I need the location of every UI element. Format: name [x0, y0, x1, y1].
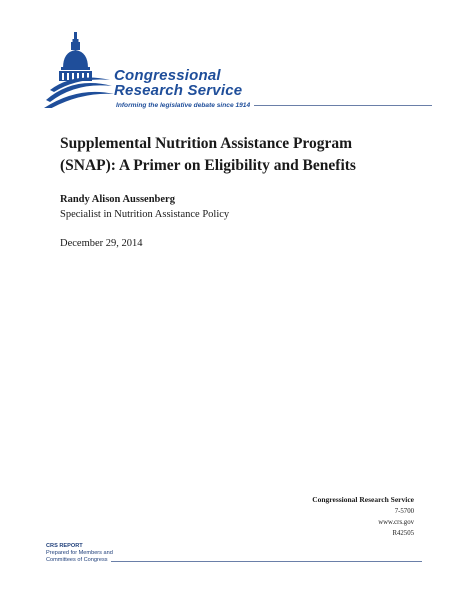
tagline: Informing the legislative debate since 1914: [116, 101, 251, 109]
author-title: Specialist in Nutrition Assistance Policy: [60, 209, 230, 220]
footer-rule: [111, 561, 422, 562]
title-line2: (SNAP): A Primer on Eligibility and Benefits: [60, 157, 356, 174]
footer-line1: Prepared for Members and: [46, 550, 113, 556]
tagline-row: [116, 99, 432, 111]
tagline-rule: [254, 105, 432, 106]
report-title: [60, 133, 440, 177]
org-name-line2: Research Service: [114, 82, 243, 99]
website-link[interactable]: www.crs.gov: [378, 519, 414, 526]
phone-number: 7-5700: [394, 508, 414, 515]
footer-label: CRS REPORT: [46, 543, 83, 549]
publisher-name: Congressional Research Service: [312, 495, 414, 504]
report-number: R42505: [392, 530, 414, 537]
title-line1: Supplemental Nutrition Assistance Program: [60, 135, 353, 152]
capitol-dome-icon: [44, 28, 114, 108]
author-name: Randy Alison Aussenberg: [60, 194, 175, 205]
org-name: [114, 68, 242, 98]
publication-info: [312, 494, 414, 539]
org-name-line1: Congressional: [114, 67, 221, 84]
footer-line2: Committees of Congress: [46, 557, 108, 563]
footer: [46, 543, 422, 564]
report-date: December 29, 2014: [60, 238, 143, 249]
crs-logo: [44, 28, 434, 112]
